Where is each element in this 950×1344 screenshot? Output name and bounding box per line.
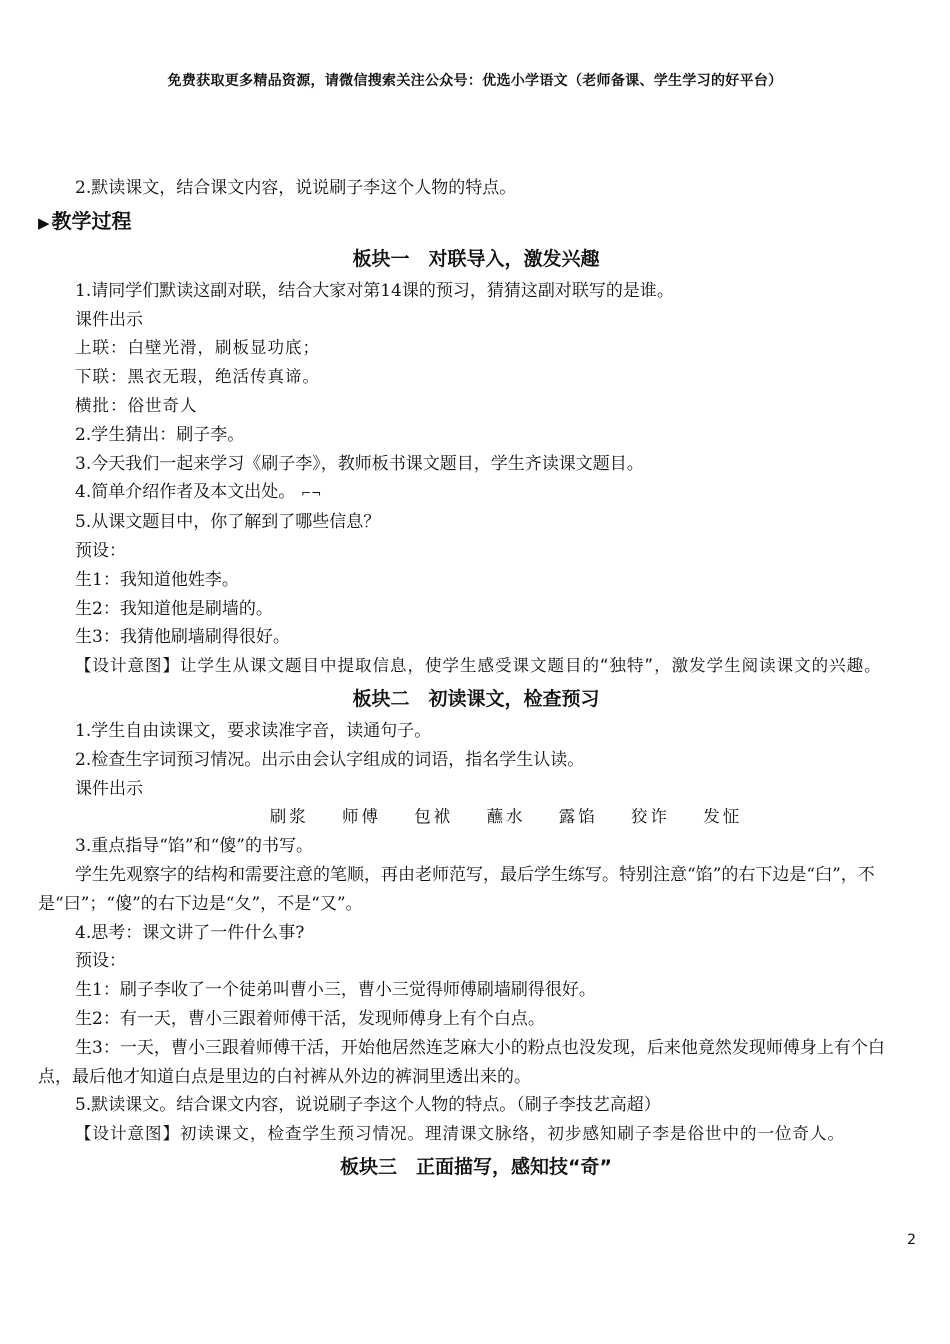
paragraph	[38, 478, 914, 508]
vocab-word: 师傅	[342, 807, 381, 827]
paragraph: 预设：	[75, 951, 126, 972]
paragraph: 课件出示	[75, 309, 143, 330]
block2-title: 板块二 初读课文，检查预习	[352, 687, 600, 710]
paragraph: 生1：我知道他姓李。	[75, 569, 239, 590]
paragraph: 1.请同学们默读这副对联，结合大家对第14课的预习，猜猜这副对联写的是谁。	[75, 280, 674, 301]
teaching-goal-2: 2.默读课文，结合课文内容，说说刷子李这个人物的特点。	[75, 178, 517, 198]
bracket-mark: ⌐¬	[301, 486, 322, 501]
paragraph: 2.检查生字词预习情况。出示由会认字组成的词语，指名学生认读。	[75, 749, 585, 770]
paragraph: 2.学生猜出：刷子李。	[75, 424, 245, 445]
paragraph: 预设：	[75, 540, 126, 561]
couplet-upper: 上联：白壁光滑，刷板显功底；	[75, 338, 320, 358]
vocab-word: 包袱	[414, 807, 454, 827]
design-intent: 【设计意图】让学生从课文题目中提取信息，使学生感受课文题目的“独特”，激发学生阅读课文的兴趣。	[75, 656, 882, 676]
lesson-body	[38, 174, 914, 1185]
block1-title: 板块一 对联导入，激发兴趣	[352, 247, 600, 270]
paragraph: 4.思考：课文讲了一件什么事?	[75, 922, 305, 943]
couplet-lower: 下联：黑衣无瑕，绝活传真谛。	[75, 367, 320, 387]
vocab-word: 发怔	[703, 807, 743, 827]
paragraph-text: 4.简单介绍作者及本文出处。	[75, 482, 296, 503]
paragraph: 3.重点指导“馅”和“傻”的书写。	[75, 836, 313, 857]
paragraph: 生2：我知道他是刷墙的。	[75, 598, 273, 619]
vocab-word: 狡诈	[631, 807, 670, 827]
paragraph: 5.从课文题目中，你了解到了哪些信息？	[75, 512, 381, 533]
paragraph: 生3：一天，曹小三跟着师傅干活，开始他居然连芝麻大小的粉点也没发现，后来他竟然发现师傅身上有个白点，最后他才知道白点是里边的白衬裤从外边的裤洞里透出来的。	[38, 1037, 885, 1087]
paragraph: 课件出示	[75, 778, 143, 799]
paragraph: 生3：我猜他刷墙刷得很好。	[75, 627, 290, 648]
triangle-icon: ▶	[38, 213, 50, 232]
vocab-word: 露馅	[558, 807, 598, 827]
block3-title: 板块三 正面描写，感知技“奇”	[340, 1155, 612, 1178]
paragraph: 学生先观察字的结构和需要注意的笔顺，再由老师范写，最后学生练写。特别注意“馅”的右下边是“臼”，不是“曰”；“傻”的右下边是“夂”，不是“又”。	[38, 864, 875, 914]
section-heading	[38, 203, 914, 241]
page-number: 2	[907, 1232, 916, 1248]
header-banner: 免费获取更多精品资源，请微信搜索关注公众号：优选小学语文（老师备课、学生学习的好平台）	[167, 73, 783, 89]
vocab-word: 蘸水	[486, 807, 526, 827]
vocabulary-list	[38, 803, 914, 832]
paragraph: 生2：有一天，曹小三跟着师傅干活，发现师傅身上有个白点。	[75, 1008, 545, 1029]
paragraph: 3.今天我们一起来学习《刷子李》，教师板书课文题目，学生齐读课文题目。	[75, 453, 644, 474]
design-intent: 【设计意图】初读课文，检查学生预习情况。理清课文脉络，初步感知刷子李是俗世中的一位奇人。	[75, 1124, 845, 1144]
vocab-word: 刷浆	[269, 807, 309, 827]
paragraph: 1.学生自由读课文，要求读准字音，读通句子。	[75, 720, 432, 741]
section-title: 教学过程	[51, 208, 132, 233]
paragraph: 5.默读课文。结合课文内容，说说刷子李这个人物的特点。（刷子李技艺高超）	[75, 1095, 661, 1116]
paragraph: 生1：刷子李收了一个徒弟叫曹小三，曹小三觉得师傅刷墙刷得很好。	[75, 980, 596, 1001]
couplet-horizontal: 横批：俗世奇人	[75, 395, 198, 415]
